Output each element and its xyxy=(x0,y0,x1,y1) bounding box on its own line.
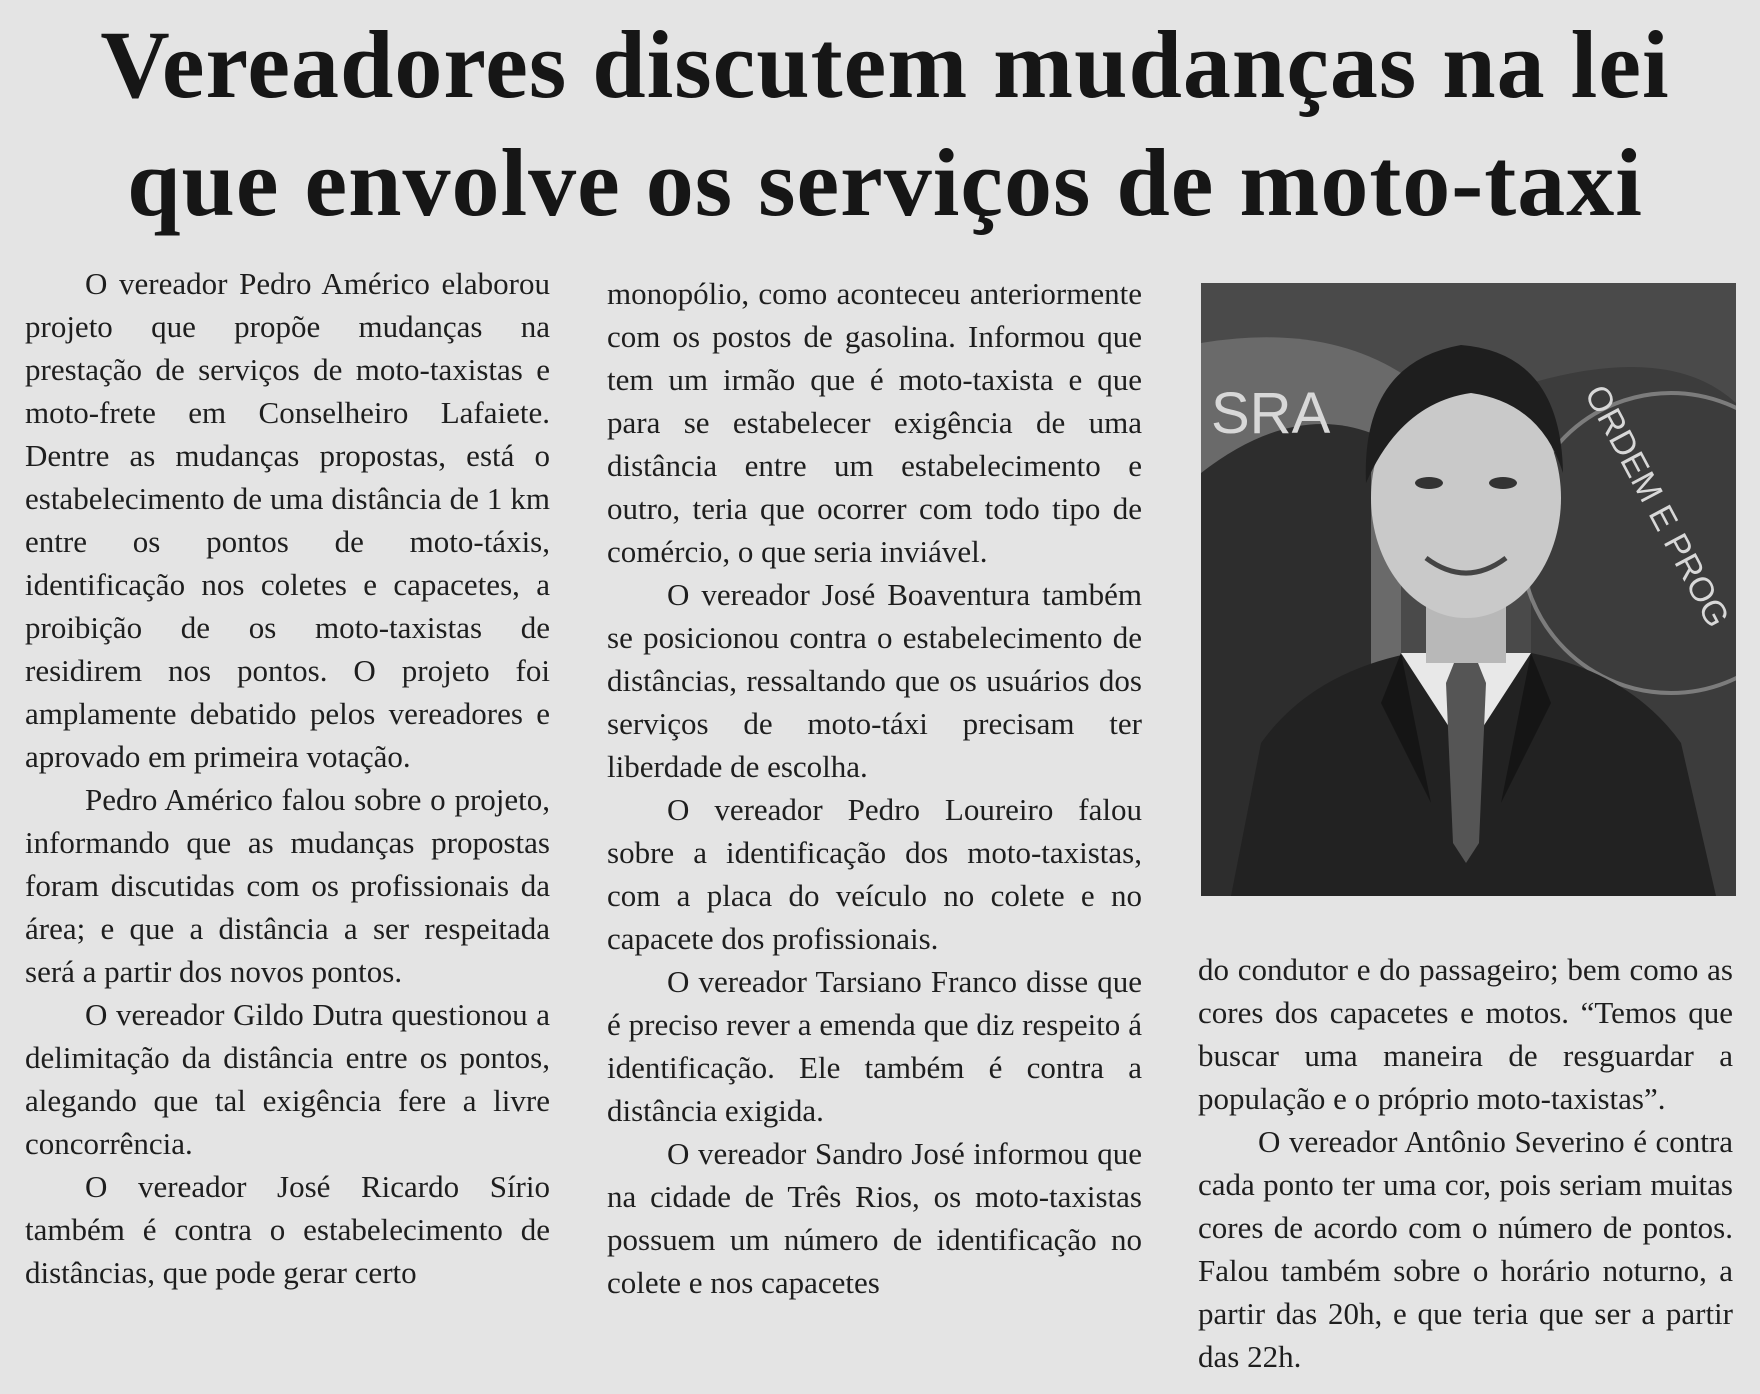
article-column-2 xyxy=(607,272,1142,1304)
paragraph: O vereador Pedro Loureiro falou sobre a identificação dos moto-taxistas, com a placa do veículo no colete e no capacete dos profissionais. xyxy=(607,792,1142,956)
paragraph: do condutor e do passageiro; bem como as cores dos capacetes e motos. “Temos que buscar uma maneira de resguardar a população e o próprio moto-taxistas”. xyxy=(1198,952,1733,1116)
paragraph: O vereador José Ricardo Sírio também é contra o estabelecimento de distâncias, que pode gerar certo xyxy=(25,1169,550,1290)
flag-text-left: SRA xyxy=(1211,381,1331,446)
headline-line-1: Vereadores discutem mudanças na lei xyxy=(100,11,1670,118)
paragraph: O vereador Gildo Dutra questionou a delimitação da distância entre os pontos, alegando que tal exigência fere a livre concorrência. xyxy=(25,997,550,1161)
paragraph: O vereador Tarsiano Franco disse que é preciso rever a emenda que diz respeito á identificação. Ele também é contra a distância exigida. xyxy=(607,964,1142,1128)
paragraph: O vereador Sandro José informou que na cidade de Três Rios, os moto-taxistas possuem um número de identificação no colete e nos capacetes xyxy=(607,1136,1142,1300)
flag-text-right: ORDEM E PROG xyxy=(1576,378,1736,634)
paragraph: O vereador Pedro Américo elaborou projeto que propõe mudanças na prestação de serviços de moto-taxistas e moto-frete em Conselheiro Lafaiete. Dentre as mudanças propostas, está o estabelecimento de uma distância de 1 km entre os pontos de moto-táxis, identificação nos coletes e capacetes, a proibição de os moto-taxistas de residirem nos pontos. O projeto foi amplamente debatido pelos vereadores e aprovado em primeira votação. xyxy=(25,266,550,774)
article-column-1 xyxy=(25,262,550,1294)
portrait-illustration xyxy=(1201,283,1736,896)
headline xyxy=(40,6,1730,242)
paragraph: O vereador José Boaventura também se posicionou contra o estabelecimento de distâncias, ressaltando que os usuários dos serviços de moto-táxi precisam ter liberdade de escolha. xyxy=(607,577,1142,784)
paragraph: Pedro Américo falou sobre o projeto, informando que as mudanças propostas foram discutidas com os profissionais da área; e que a distância a ser respeitada será a partir dos novos pontos. xyxy=(25,782,550,989)
portrait-photo xyxy=(1201,283,1736,896)
paragraph: monopólio, como aconteceu anteriormente com os postos de gasolina. Informou que tem um irmão que é moto-taxista e que para se estabelecer exigência de uma distância entre um estabelecimento e outro, teria que ocorrer com todo tipo de comércio, o que seria inviável. xyxy=(607,276,1142,569)
headline-line-2: que envolve os serviços de moto-taxi xyxy=(127,129,1643,236)
paragraph: O vereador Antônio Severino é contra cada ponto ter uma cor, pois seriam muitas cores de acordo com o número de pontos. Falou também sobre o horário noturno, a partir das 20h, e que teria que ser a partir das 22h. xyxy=(1198,1124,1733,1374)
article-column-3 xyxy=(1198,948,1733,1378)
